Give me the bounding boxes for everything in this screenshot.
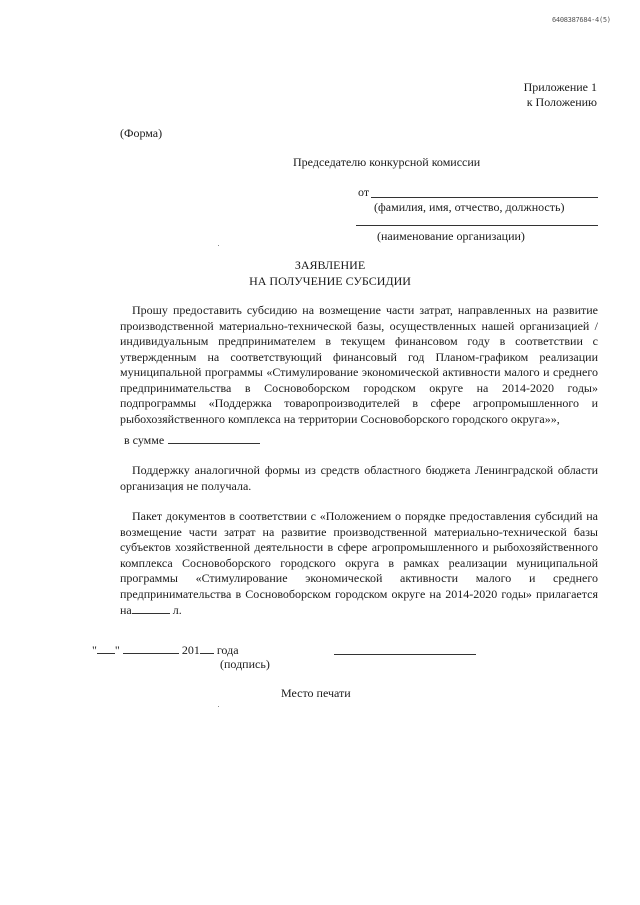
signature-caption: (подпись) xyxy=(220,657,270,671)
document-stamp: 6408387684-4(5) xyxy=(552,16,611,24)
scan-speck xyxy=(218,245,219,246)
sum-blank-line xyxy=(168,432,260,444)
sum-prefix: в сумме xyxy=(124,433,165,447)
organization-caption: (наименование организации) xyxy=(377,229,525,243)
appendix-line-1: Приложение 1 xyxy=(523,80,597,94)
documents-text: Пакет документов в соответствии с «Положением о порядке предоставления субсидий на возмещение части затрат на развитие производственной материально-технической базы субъектов хозяйственной деятельности в сфере агропромышленного и рыбохозяйственного комплекса Сосновоборского городского округа в рамках реализации муниципальной программы «Стимулирование экономической активности малого и среднего предпринимательства в Сосновоборском городском округе на 2014-2020 годы» прилагается на xyxy=(120,509,598,617)
paragraph-no-support: Поддержку аналогичной формы из средств областного бюджета Ленинградской области организация не получала. xyxy=(120,463,598,493)
date-quote-open: " xyxy=(92,643,97,657)
year-suffix: года xyxy=(216,643,239,657)
day-blank-line xyxy=(97,642,115,654)
pages-blank-line xyxy=(132,602,170,614)
fio-caption: (фамилия, имя, отчество, должность) xyxy=(374,200,565,214)
from-prefix: от xyxy=(358,185,370,199)
date-line xyxy=(92,642,239,658)
month-blank-line xyxy=(123,642,179,654)
sum-line xyxy=(124,432,260,448)
title-line-2: НА ПОЛУЧЕНИЕ СУБСИДИИ xyxy=(249,274,411,288)
paragraph-request: Прошу предоставить субсидию на возмещение части затрат, направленных на развитие производственной материально-технической базы, осуществленных нашей организацией / индивидуальным предпринимателем в текущем финансовом году в соответствии с утвержденным на соответствующий финансовый год Планом-графиком реализации муниципальной программы «Стимулирование экономической активности малого и среднего предпринимательства в Сосновоборском городском округе на 2014-2020 годы» подпрограммы «Поддержка товаропроизводителей в сфере агропромышленного и рыбохозяйственного комплекса на территории Сосновоборского городского округа»», xyxy=(120,303,598,426)
organization-blank-line xyxy=(356,225,598,226)
year-blank-line xyxy=(200,642,214,654)
document-title xyxy=(160,257,500,289)
title-line-1: ЗАЯВЛЕНИЕ xyxy=(294,258,366,272)
scan-speck xyxy=(218,706,219,707)
appendix-line-2: к Положению xyxy=(526,95,597,109)
from-blank-line xyxy=(371,197,598,198)
date-quote-close: " xyxy=(114,643,120,657)
paragraph-documents xyxy=(120,509,598,619)
seal-place: Место печати xyxy=(281,686,351,700)
appendix-note xyxy=(440,80,597,110)
form-label: (Форма) xyxy=(120,126,163,140)
documents-end: л. xyxy=(172,603,182,617)
year-prefix: 201 xyxy=(181,643,200,657)
addressee: Председателю конкурсной комиссии xyxy=(293,155,481,169)
signature-blank-line xyxy=(334,654,476,655)
